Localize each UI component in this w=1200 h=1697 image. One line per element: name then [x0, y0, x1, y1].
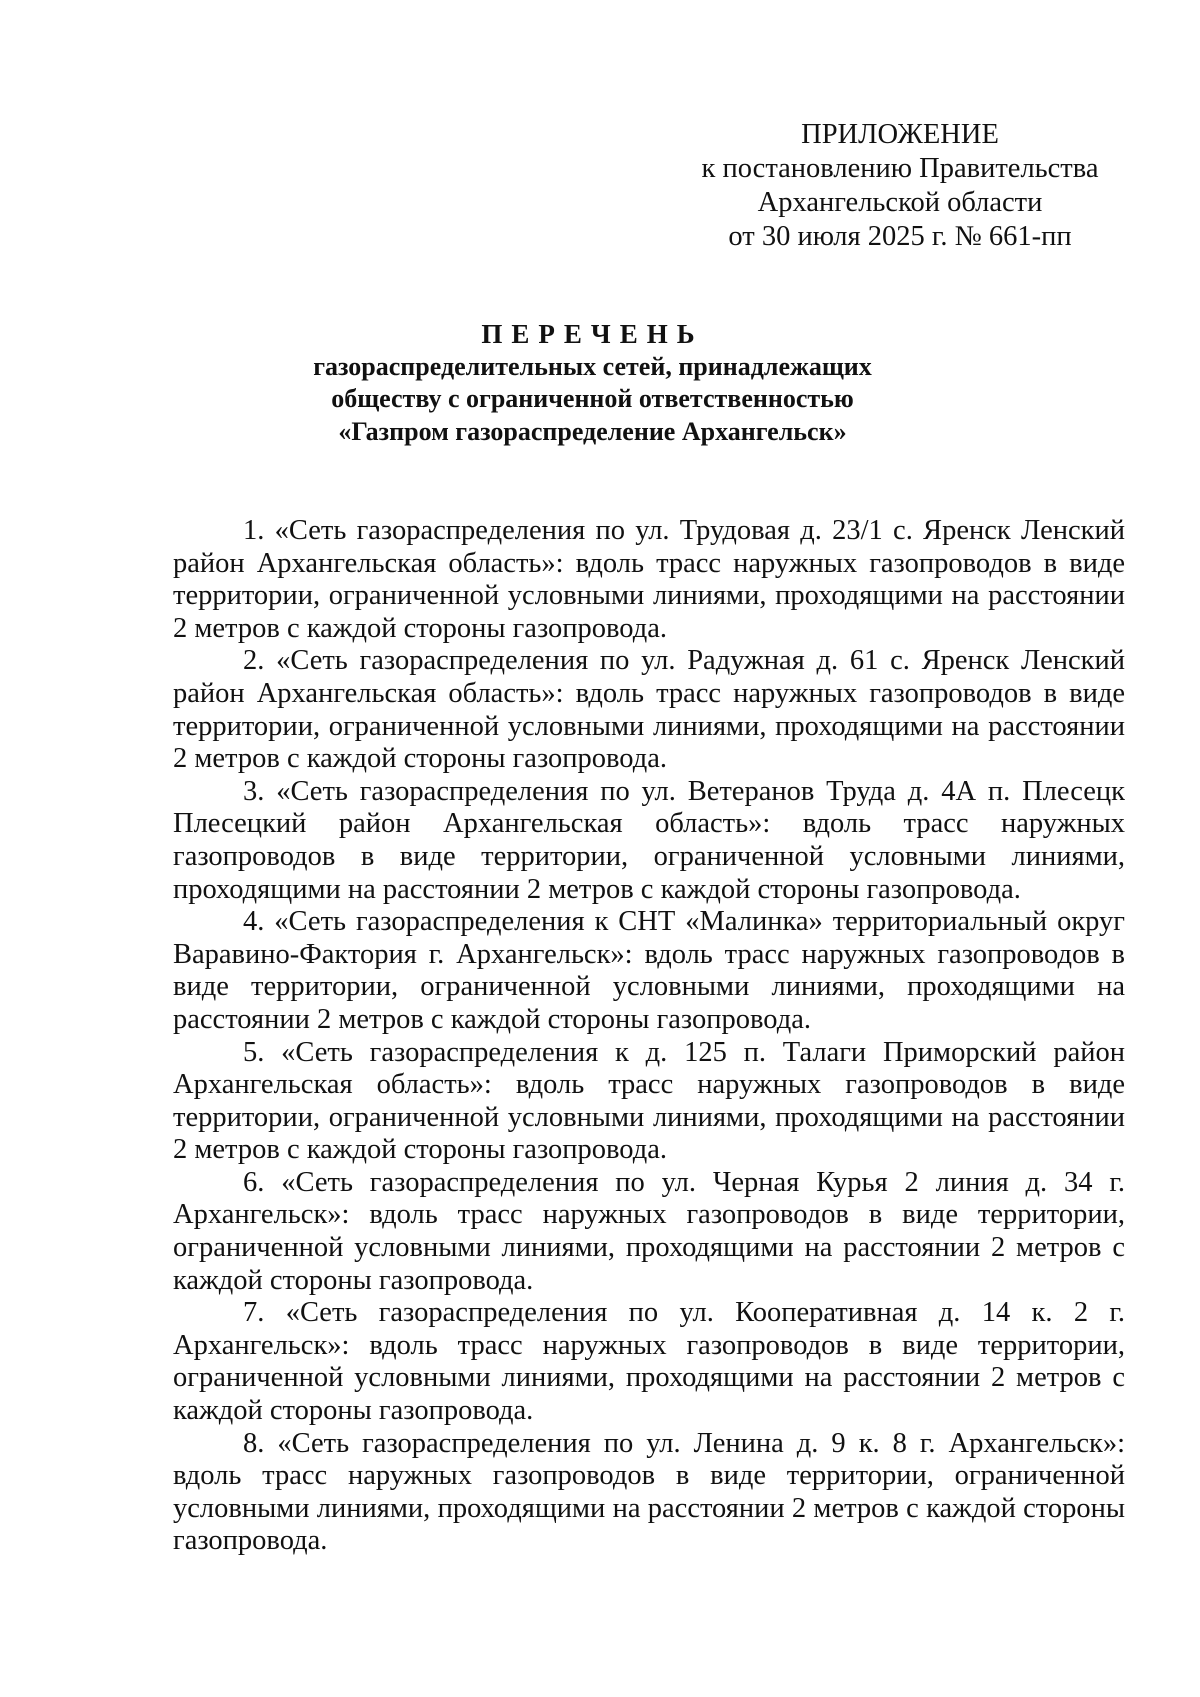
title-subtitle-line-1: газораспределительных сетей, принадлежащих	[313, 351, 872, 381]
networks-list	[173, 515, 1125, 1558]
appendix-reference: к постановлению Правительства	[701, 153, 1099, 184]
list-item: 3. «Сеть газораспределения по ул. Ветеранов Труда д. 4А п. Плесецк Плесецкий район Архангельская область»: вдоль трасс наружных газопроводов в виде территории, ограниченной условными линиями, проходящими на расстоянии 2 метров с каждой стороны газопровода.	[173, 775, 1125, 905]
title-subtitle-line-2: обществу с ограниченной ответственностью	[331, 384, 854, 413]
document-title	[160, 318, 1025, 448]
title-subtitle-line-3: «Газпром газораспределение Архангельск»	[338, 416, 847, 446]
list-item: 1. «Сеть газораспределения по ул. Трудовая д. 23/1 с. Яренск Ленский район Архангельская область»: вдоль трасс наружных газопроводов в виде территории, ограниченной условными линиями, проходящими на расстоянии 2 метров с каждой стороны газопровода.	[173, 515, 1125, 644]
list-item: 8. «Сеть газораспределения по ул. Ленина д. 9 к. 8 г. Архангельск»: вдоль трасс наружных газопроводов в виде территории, ограниченной условными линиями, проходящими на расстоянии 2 метров с каждой стороны газопровода.	[173, 1427, 1125, 1557]
list-item: 4. «Сеть газораспределения к СНТ «Малинка» территориальный округ Варавино-Фактория г. Архангельск»: вдоль трасс наружных газопроводов в виде территории, ограниченной условными линиями, проходящими на расстоянии 2 метров с каждой стороны газопровода.	[173, 906, 1125, 1035]
list-item: 7. «Сеть газораспределения по ул. Кооперативная д. 14 к. 2 г. Архангельск»: вдоль трасс наружных газопроводов в виде территории, ограниченной условными линиями, проходящими на расстоянии 2 метров с каждой стороны газопровода.	[173, 1297, 1125, 1427]
appendix-date-number: от 30 июля 2025 г. № 661-пп	[728, 221, 1072, 252]
appendix-header	[680, 118, 1120, 254]
title-heading: ПЕРЕЧЕНЬ	[481, 319, 704, 349]
appendix-region: Архангельской области	[757, 187, 1043, 218]
list-item: 2. «Сеть газораспределения по ул. Радужная д. 61 с. Яренск Ленский район Архангельская область»: вдоль трасс наружных газопроводов в виде территории, ограниченной условными линиями, проходящими на расстоянии 2 метров с каждой стороны газопровода.	[173, 645, 1125, 775]
appendix-label: ПРИЛОЖЕНИЕ	[801, 119, 999, 150]
list-item: 6. «Сеть газораспределения по ул. Черная Курья 2 линия д. 34 г. Архангельск»: вдоль трасс наружных газопроводов в виде территории, ограниченной условными линиями, проходящими на расстоянии 2 метров с каждой стороны газопровода.	[173, 1166, 1125, 1296]
list-item: 5. «Сеть газораспределения к д. 125 п. Талаги Приморский район Архангельская область»: вдоль трасс наружных газопроводов в виде территории, ограниченной условными линиями, проходящими на расстоянии 2 метров с каждой стороны газопровода.	[173, 1036, 1125, 1166]
